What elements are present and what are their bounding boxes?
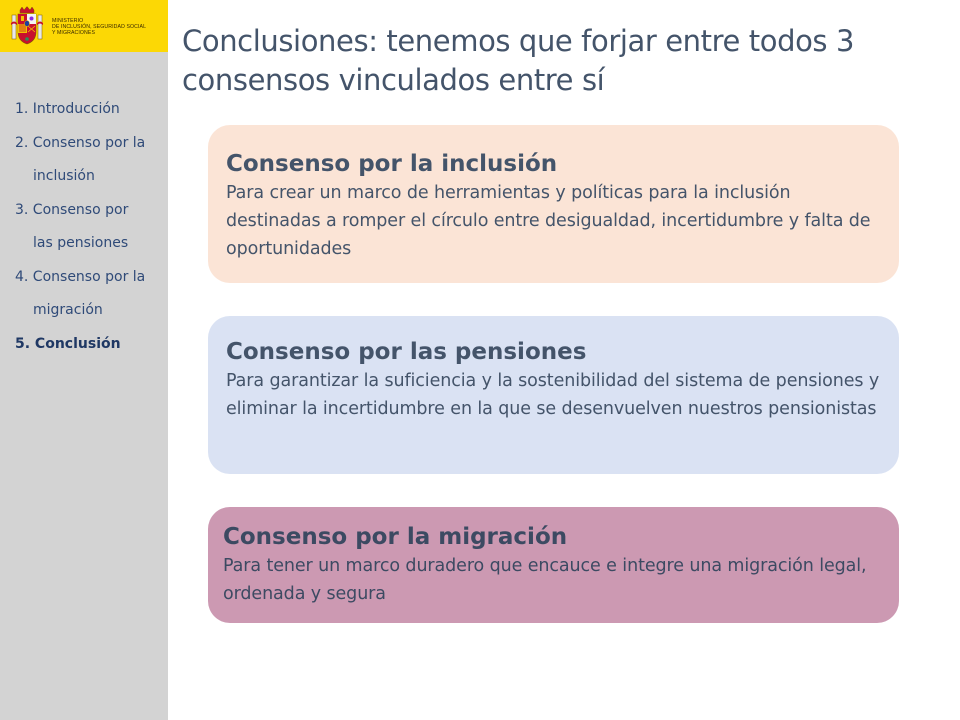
sidebar-item-label-cont: las pensiones [33, 235, 129, 251]
sidebar-item-label-cont: inclusión [33, 168, 95, 184]
card-pensions-consensus [208, 316, 899, 474]
card-body: Para crear un marco de herramientas y políticas para la inclusión destinadas a romper el círculo entre desigualdad, incertidumbre y falta de oportunidades [226, 183, 871, 259]
sidebar-item-inclusion[interactable] [15, 127, 165, 194]
card-title: Consenso por las pensiones [226, 339, 587, 365]
sidebar [0, 0, 168, 720]
card-body: Para garantizar la suficiencia y la sostenibilidad del sistema de pensiones y eliminar la incertidumbre en la que se desenvuelven nuestros pensionistas [226, 371, 880, 419]
sidebar-item-label: 5. Conclusión [15, 335, 121, 352]
sidebar-item-label-cont: migración [33, 302, 103, 318]
card-migration-consensus [208, 507, 899, 623]
ministry-header [0, 0, 168, 52]
spain-coat-of-arms-icon [9, 6, 45, 46]
card-title: Consenso por la inclusión [226, 151, 558, 177]
card-body: Para tener un marco duradero que encauce e integre una migración legal, ordenada y segura [223, 556, 867, 604]
slide-title: Conclusiones: tenemos que forjar entre todos 3 consensos vinculados entre sí [182, 24, 855, 97]
sidebar-item-pensiones[interactable] [15, 194, 165, 261]
ministry-name: MINISTERIO DE INCLUSIÓN, SEGURIDAD SOCIAL Y MIGRACIONES [52, 18, 147, 36]
sidebar-nav [15, 93, 165, 361]
sidebar-item-conclusion[interactable] [15, 328, 165, 362]
sidebar-item-label: 3. Consenso por [15, 201, 129, 218]
sidebar-item-label: 1. Introducción [15, 101, 120, 117]
sidebar-item-migracion[interactable] [15, 261, 165, 328]
sidebar-item-label: 4. Consenso por la [15, 268, 146, 285]
sidebar-item-introduccion[interactable] [15, 93, 165, 127]
card-title: Consenso por la migración [223, 524, 568, 550]
card-inclusion-consensus [208, 125, 899, 283]
sidebar-item-label: 2. Consenso por la [15, 134, 146, 151]
